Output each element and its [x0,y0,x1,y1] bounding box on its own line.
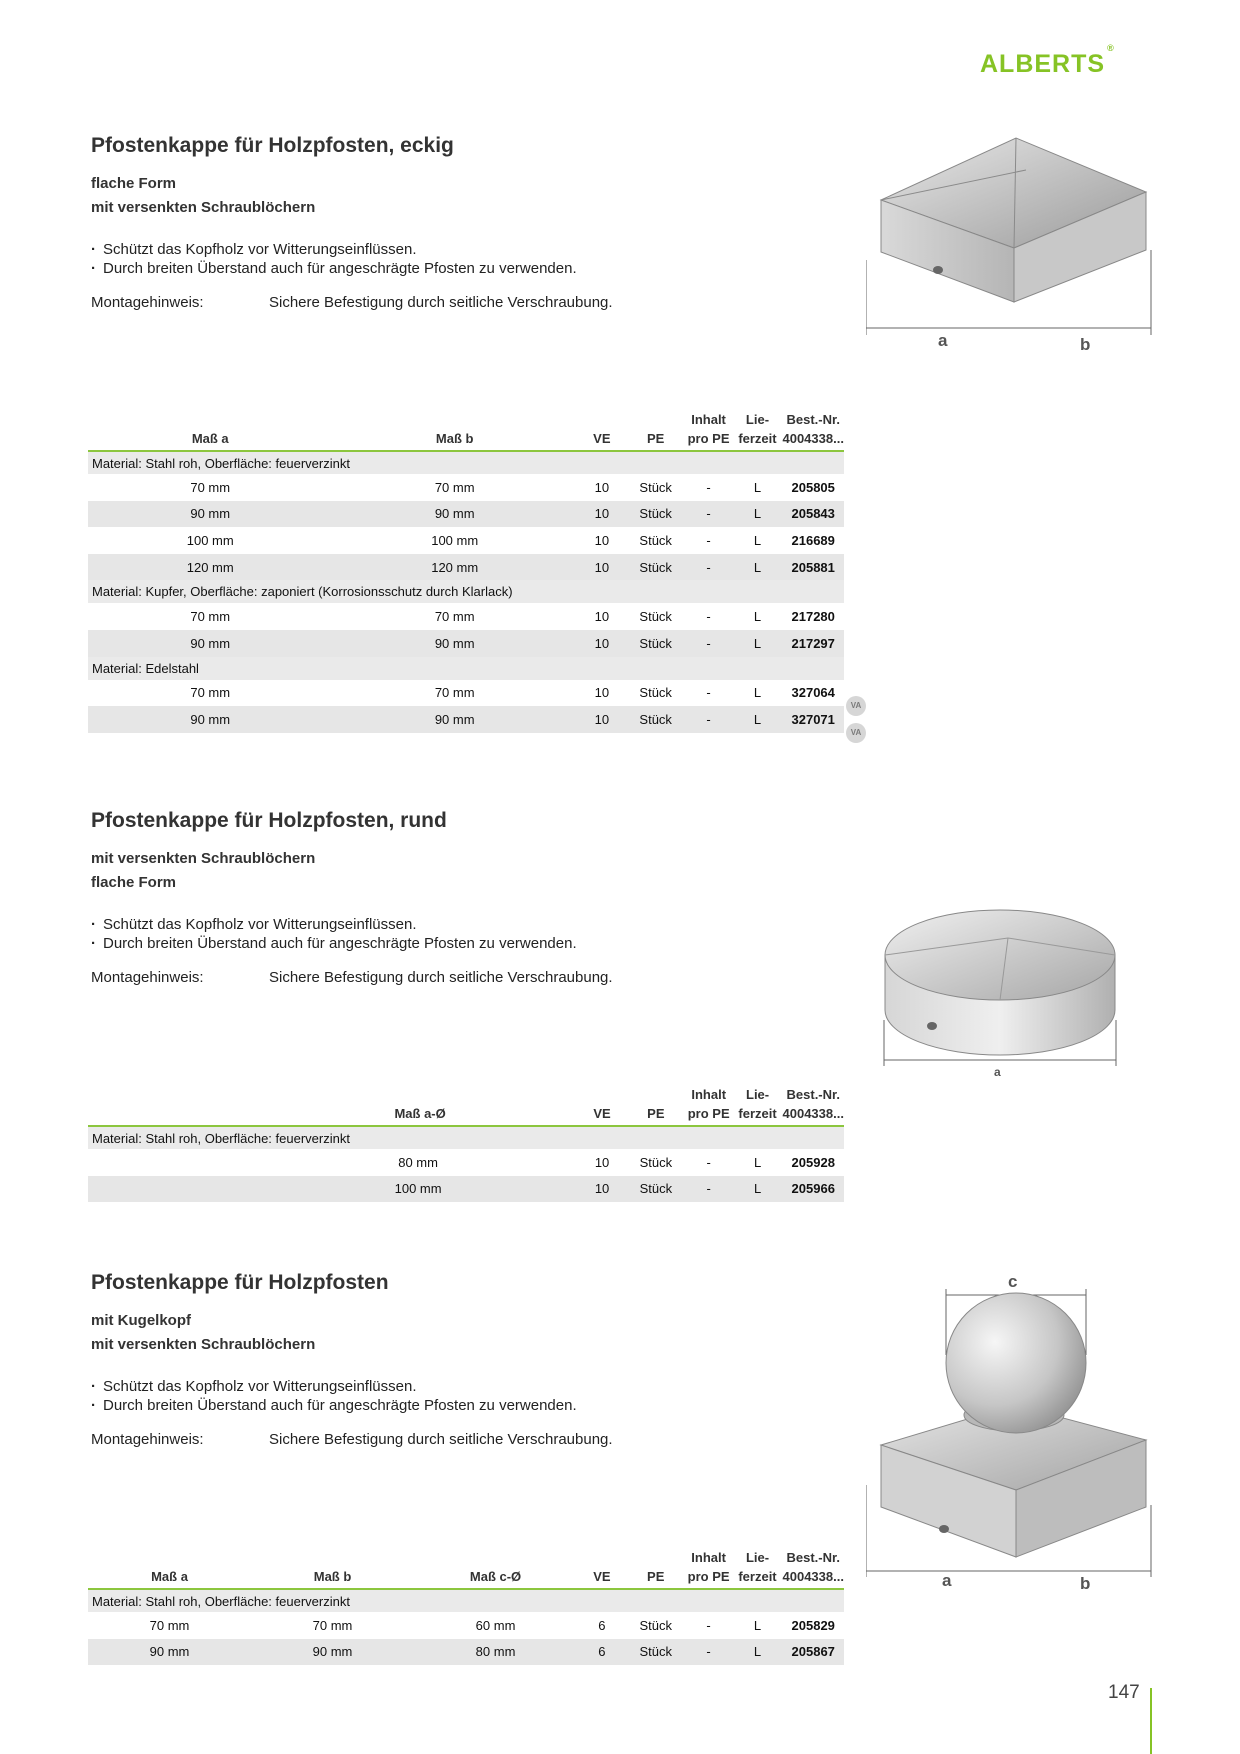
header-mass-b: Maß b [251,1548,414,1589]
material-group: Material: Stahl roh, Oberfläche: feuerverzinkt [88,451,844,474]
header-inhalt: Inhalt pro PE [685,1085,733,1126]
table-row: 80 mm 10 Stück - L 205928 [398,1154,835,1170]
feature-item: · Durch breiten Überstand auch für angeschrägte Pfosten zu verwenden. [91,259,613,278]
brand-mark: ® [1107,42,1115,53]
section-title: Pfostenkappe für Holzpfosten [91,1271,389,1294]
section-title: Pfostenkappe für Holzpfosten, eckig [91,134,454,157]
section-title: Pfostenkappe für Holzpfosten, rund [91,809,447,832]
table-row: 70 mm 70 mm 10 Stück - L 327064 [190,685,835,701]
mounting-text: Sichere Befestigung durch seitliche Verschraubung. [269,294,613,311]
header-lieferzeit: Lie- ferzeit [733,410,783,451]
feature-item: · Durch breiten Überstand auch für angeschrägte Pfosten zu verwenden. [91,934,613,953]
square-cap-image [866,130,1156,350]
header-pe: PE [627,1548,685,1589]
header-mass-b: Maß b [332,410,576,451]
header-lieferzeit: Lie- ferzeit [733,1085,783,1126]
header-mass-a-diameter: Maß a-Ø [88,1085,577,1126]
feature-item: · Durch breiten Überstand auch für angeschrägte Pfosten zu verwenden. [91,1396,613,1415]
table-row: 100 mm 100 mm 10 Stück - L 216689 [186,532,835,548]
material-group: Material: Stahl roh, Oberfläche: feuerverzinkt [88,1589,844,1612]
table-row: 120 mm 120 mm 10 Stück - L 205881 [88,554,844,581]
section-round-cap [91,809,613,986]
table-row: 70 mm 70 mm 60 mm 6 Stück - L 205829 [149,1617,835,1633]
table-row: 100 mm 10 Stück - L 205966 [88,1176,844,1203]
header-inhalt: Inhalt pro PE [685,410,733,451]
feature-list [91,1377,613,1415]
feature-list [91,240,613,278]
dimension-a-label: a [994,1065,1001,1079]
page-marker-bar [1150,1688,1152,1754]
header-ve: VE [577,410,627,451]
feature-item: · Schützt das Kopfholz vor Witterungseinflüssen. [91,915,613,934]
round-cap-image [880,880,1130,1080]
feature-list [91,915,613,953]
ball-cap-image [866,1275,1156,1595]
header-ve: VE [577,1548,627,1589]
mounting-note [91,1431,613,1448]
table-row: 90 mm 90 mm 10 Stück - L 217297 [88,630,844,657]
subtitle-1: mit versenkten Schraublöchern [91,850,316,867]
header-mass-c-diameter: Maß c-Ø [414,1548,577,1589]
table-row: 70 mm 70 mm 10 Stück - L 205805 [190,479,835,495]
stainless-badge: VA [846,723,866,743]
mounting-note [91,969,613,986]
material-group: Material: Edelstahl [88,657,844,680]
section-square-cap [91,134,613,311]
dimension-c-label: c [1008,1275,1018,1291]
header-pe: PE [627,410,685,451]
header-inhalt: Inhalt pro PE [685,1548,733,1589]
dimension-b-label: b [1080,335,1091,350]
mounting-label: Montagehinweis: [91,1431,204,1448]
product-table-square [88,410,844,733]
dimension-a-label: a [942,1571,952,1590]
header-mass-a: Maß a [88,410,332,451]
section-ball-cap [91,1271,613,1448]
table-row: 90 mm 90 mm 80 mm 6 Stück - L 205867 [88,1639,844,1666]
header-ve: VE [577,1085,627,1126]
header-mass-a: Maß a [88,1548,251,1589]
dimension-a-label: a [938,331,948,350]
feature-item: · Schützt das Kopfholz vor Witterungseinflüssen. [91,240,613,259]
header-best-nr: Best.-Nr. 4004338... [782,410,844,451]
table-row: 90 mm 90 mm 10 Stück - L 327071 [88,706,844,733]
material-group: Material: Kupfer, Oberfläche: zaponiert (Korrosionsschutz durch Klarlack) [88,580,844,603]
subtitle-2: flache Form [91,874,177,891]
mounting-text: Sichere Befestigung durch seitliche Verschraubung. [269,1431,613,1448]
material-group: Material: Stahl roh, Oberfläche: feuerverzinkt [88,1126,844,1149]
page-number: 147 [1108,1682,1140,1703]
mounting-label: Montagehinweis: [91,294,204,311]
header-best-nr: Best.-Nr. 4004338... [782,1548,844,1589]
table-row: 90 mm 90 mm 10 Stück - L 205843 [88,501,844,528]
header-best-nr: Best.-Nr. 4004338... [783,1085,845,1126]
feature-item: · Schützt das Kopfholz vor Witterungseinflüssen. [91,1377,613,1396]
product-table-round [88,1085,844,1202]
subtitle-1: flache Form [91,175,177,192]
mounting-label: Montagehinweis: [91,969,204,986]
stainless-badge: VA [846,696,866,716]
brand-logo [980,42,1115,79]
brand-name: ALBERTS [980,50,1106,78]
subtitle-1: mit Kugelkopf [91,1312,191,1329]
subtitle-2: mit versenkten Schraublöchern [91,199,316,216]
product-table-ball [88,1548,844,1665]
subtitle-2: mit versenkten Schraublöchern [91,1336,316,1353]
mounting-text: Sichere Befestigung durch seitliche Verschraubung. [269,969,613,986]
dimension-b-label: b [1080,1574,1091,1593]
header-lieferzeit: Lie- ferzeit [733,1548,783,1589]
mounting-note [91,294,613,311]
header-pe: PE [627,1085,685,1126]
table-row: 70 mm 70 mm 10 Stück - L 217280 [190,609,835,625]
